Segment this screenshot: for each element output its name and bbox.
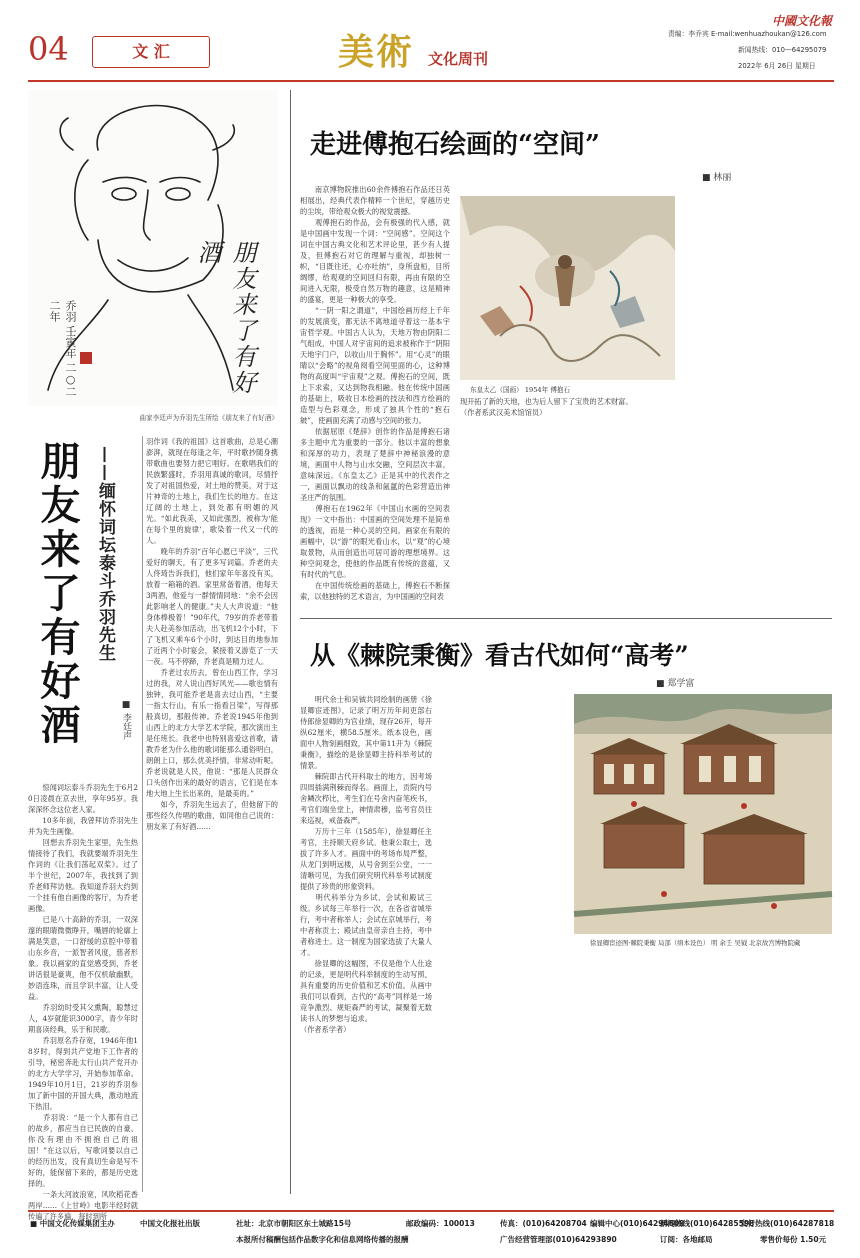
left-article-column-rule — [142, 436, 143, 1192]
portrait-frame — [28, 90, 278, 406]
masthead-supplement: 文化周刊 — [428, 50, 489, 68]
footer-editorial: 编辑中心(010)64294608 — [590, 1219, 685, 1228]
left-right-divider — [290, 90, 291, 1194]
portrait-caption: 曲家李廷声为乔羽先生所绘《朋友来了有好酒》 — [139, 414, 278, 422]
top-article-author: ■ 林丽 — [702, 173, 732, 183]
page-number: 04 — [28, 30, 69, 68]
bottom-article-author: ■ 郑学富 — [656, 679, 695, 689]
footer-price: 零售价每份 1.50元 — [760, 1235, 827, 1244]
header-rule — [28, 80, 834, 82]
section-label: 文 汇 — [132, 42, 170, 61]
footer-sponsor: ■ 中国文化传媒集团主办 — [30, 1219, 115, 1228]
top-article-title: 走进傅抱石绘画的“空间” — [310, 130, 600, 160]
bottom-article-image-caption: 徐显卿宦迹图·棘院秉衡 局部（绢本设色） 明 余壬 吴钺 北京故宫博物院藏 — [590, 939, 801, 947]
footer-subscribe: 订阅：各地邮局 — [660, 1235, 713, 1244]
left-article-subtitle: ——缅怀词坛泰斗乔羽先生 — [95, 446, 115, 662]
top-article-col2: 现开拓了新的天地，也为后人留下了宝贵的艺术财富。 （作者系武汉美术馆馆员） — [460, 397, 633, 417]
footer-newsroom-hotline: 新闻热线(010)64285598 — [660, 1219, 755, 1228]
issue-date: 2022年 6月 26日 星期日 — [738, 62, 816, 70]
left-article-col2: 羽作词《我的祖国》这首歌曲，总是心潮澎湃，就现在每逢之年，平时歌抄随身携带歌曲也要努力把它唱好。在歌唱我们的民族繁盛时，乔羽用真诚的歌词，尽情抒发了对祖国热爱，对土地的赞美，对于这片神奇的土地上，我们生长的地方。在这辽阔的土地上，到处都有明媚的风光。“如此我美，又如此强烈，被称为‘能在每个里的旋律’，歌染着一代又一代的人。 晚年的乔羽“百年心愿已平淡”，三代爱好的聊天，有了更多写词篇。乔老的夫人佟琦告诉我们，他们家年年喜没有买，放着一箱箱的酒。家里常备着酒，他每天3两酒，他爱与一群情情同地：“余不会因此影响老人的健康。”夫人大声说道：“他身体棒极着！”90年代，79岁的乔老带着夫人赴美参加活动，出飞机12个小时，下了飞机又乘车6个小时，到达目的地参加了近两个小时宴会，紧接着又游览了一天一夜。马不停蹄，乔老真是精力过人。 乔老过农历去，曾在山西工作，学习过的我，对人说山西好风光——歌也情有独钟，我可能乔老是喜去过山西，“主要一指太行山，有乐一指看吕梁”，写得那般真切，那般传神。乔老说1945年他到山西上的北方大学艺术学院，那次演出主是任班长。我老中也特别喜爱这首歌，请教乔老为什么他的歌词能那么通俗明白，朗朗上口，那么优美抒情，非常动听呢。乔老说就是人民，他说：“那是人民群众口头创作出来的最好的语言，它们是在本地大地上生长出来的，是最美的。” 如今，乔羽先生远去了，但他留下的那些经久传唱的歌曲，如同他自己说的：朋友来了有好酒…… — [146, 437, 278, 831]
footer-fax: 传真：(010)64208704 — [500, 1219, 587, 1228]
footer-publisher: 中国文化报社出版 — [140, 1219, 200, 1228]
portrait-inscription: 朋友来了有好酒 — [193, 240, 256, 396]
section-tag — [92, 36, 210, 68]
footer-copyright: 本报所付稿酬包括作品数字化和信息网络传播的报酬 — [236, 1235, 409, 1244]
left-article-title: 朋友来了有好酒 — [34, 440, 81, 748]
bottom-article-col3 — [574, 952, 832, 1192]
footer-address: 社址：北京市朝阳区东土城路15号 — [236, 1219, 352, 1228]
top-article-col3 — [686, 184, 832, 610]
painting-east-emperor — [460, 196, 675, 380]
editor-line: 责编：李乔宾 E-mail:wenhuazhoukan@126.com — [668, 30, 827, 38]
top-article-col1: 南京博物院推出60余件傅抱石作品还日英相展出，经典代表作精粹一个世纪，穿越历史的尘埃，带给观众极大的视觉震撼。 观傅抱石的作品，会有极强的代入感，就是中国画中发现一个词：“空间感”。空间这个词在中国古典文化和艺术评论里，甚少有人提及，但傅抱石对它的理解与重视，却独树一帜，“目既往还，心亦吐纳”，身所盘桓，目所绸缪，给观观的空间回归有限，再由有限的空间进入无限，极受自然万物的趣意，这是精神的盛宴，更是一种极大的享受。 “一阴一阳之谓道”，中国绘画历经上千年的发展演变，都无法不离地道寻着这一基本宇宙哲学观。中国古人认为，天地万物由阴阳二气组成，中国人对宇宙间的追求被称作于“阴阳天地宇门户，以收山川于胸怀”。用“心灵”的眼睛以“会略”的视角阅看空间里面的心，这种博物的高度叫“宇宙观”之观。傅抱石的空间，既上下求索，又达到物我相融。他在传统中国画的基础上，吸收日本绘画的技法和西方绘画的造型与色彩观念，形成了独具个性的“抱石皴”，使画面充满了动感与空间的张力。 依据屈原《楚辞》创作的作品是傅抱石诸多主题中尤为重要的一部分。他以丰富的想象和深厚的功力，表现了楚辞中神秘浪漫的意境，画面中人物与山水交融，空间层次丰富，意味深远。《东皇太乙》正是其中的代表作之一，画面以飘动的线条和氤氲的色彩营造出神圣庄严的氛围。 傅抱石在1962年《中国山水画的空间表现》一文中指出：中国画的空间处理不是简单的透视，而是一种心灵的空间。画家在有限的画幅中，以“游”的眼光看山水，以“观”的心境取景物，从而创造出可居可游的理想境界。这种空间观念，使他的作品既有传统的意蕴，又有时代的气息。 在中国传统绘画的基础上，傅抱石不断探索，以他独特的艺术语言，为中国画的空间表 — [300, 185, 450, 601]
hotline: 新闻热线：010—64295079 — [738, 46, 827, 54]
painting-examination-hall — [574, 694, 832, 934]
bottom-article-image — [574, 694, 832, 934]
bottom-article-col1: 明代余士和吴钺共同绘制的画册《徐显卿宦迹图》，记录了明万历年间吏部右侍郎徐显卿的为官业绩，现存26开，每开纵62厘米，横58.5厘米。纸本设色，画面中人物刻画细致，其中第11开为《棘院秉衡》，描绘的是徐显卿主持科举考试的情景。 棘院即古代开科取士的地方，因考场四周插满荆棘而得名。画面上，贡院内号舍鳞次栉比，考生们在号舍内奋笔疾书，考官们端坐堂上，神情肃穆，监考官员往来巡视，戒备森严。 万历十三年（1585年），徐显卿任主考官，主持顺天府乡试。他秉公取士，选拔了许多人才。画面中的考场布局严整，从龙门到明远楼，从号舍到至公堂，一一清晰可见，为我们研究明代科举考试制度提供了珍贵的形象资料。 明代科举分为乡试、会试和殿试三级。乡试每三年举行一次，在各省省城举行，考中者称举人；会试在京城举行，考中者称贡士；殿试由皇帝亲自主持，考中者称进士。这一制度为国家选拔了大量人才。 徐显卿的这幅图，不仅是他个人仕途的记录，更是明代科举制度的生动写照，具有重要的历史价值和艺术价值。从画中我们可以看到，古代的“高考”同样是一场竞争激烈、规矩森严的考试，凝聚着无数读书人的梦想与追求。 （作者系学者） — [300, 695, 432, 1034]
left-article-col1: 惊闻词坛泰斗乔羽先生于6月20日凌晨在京去世，享年95岁。我深深怀念这位老人家。 10多年前，我曾拜访乔羽先生并为先生画像。 回想去乔羽先生家里，先生热情接待了我们，我就要端乔羽先生作词的《让我们荡起双桨》。过了半个世纪，2007年，我找到了到乔老师拜访他。我知道乔羽大约到一个挂有他自画像的客厅，为乔老画像。 已是八十高龄的乔羽，一双深邃的眼睛微微睁开，嘴唇的轮廓上满是笑意，一口舒缓的京腔中带着山东乡音，一派智者风度，慈者形象。我以画家的直觉感受到，乔老讲话很是豪爽，他不仅机敏幽默，妙语连珠，而且学识丰富，让人受益。 乔羽幼时受其父熏陶，聪慧过人，4岁就能识3000字，青少年时期喜读经典，乐于和民歌。 乔羽原名乔存宽，1946年他18岁时，得到共产党地下工作者的引导，秘密奔赴太行山共产党开办的北方大学学习，开始参加革命。1949年10月1日，21岁的乔羽参加了新中国的开国大典，激动地流下热泪。 乔羽说：“是一个人都有自己的故乡，都应当自已民族的自豪。你没有理由不拥抱自己的祖国！”在这以后，写歌词要以自己的经历出发，没有真切生命是写不好的，能保留下来的，都是历史选择的。 一条大河波浪宽，风吹稻花香两岸……《上甘岭》电影半经时就传遍了许多遍，每时到所 — [28, 783, 138, 1221]
newspaper-logo: 中國文化報 — [772, 14, 833, 28]
top-article-image-caption: 东皇太乙（国画） 1954年 傅抱石 — [470, 386, 571, 394]
footer-rule — [28, 1210, 834, 1212]
masthead-art: 美術 — [338, 31, 415, 73]
bottom-article-title: 从《棘院秉衡》看古代如何“高考” — [310, 641, 689, 670]
top-bottom-divider — [300, 618, 832, 619]
top-article-image — [460, 196, 675, 380]
footer-ad-hotline: 广告经营管理部(010)64293890 — [500, 1235, 617, 1244]
bottom-article-col2 — [440, 694, 566, 1192]
portrait-seal — [80, 352, 92, 364]
portrait-signature: 乔羽 壬寅年 二○二二年 — [48, 300, 77, 397]
footer-distribution: 发行热线(010)64287818 — [740, 1219, 835, 1228]
footer-postcode: 邮政编码：100013 — [406, 1219, 475, 1228]
left-article-author: ■ 李廷声 — [121, 700, 131, 740]
